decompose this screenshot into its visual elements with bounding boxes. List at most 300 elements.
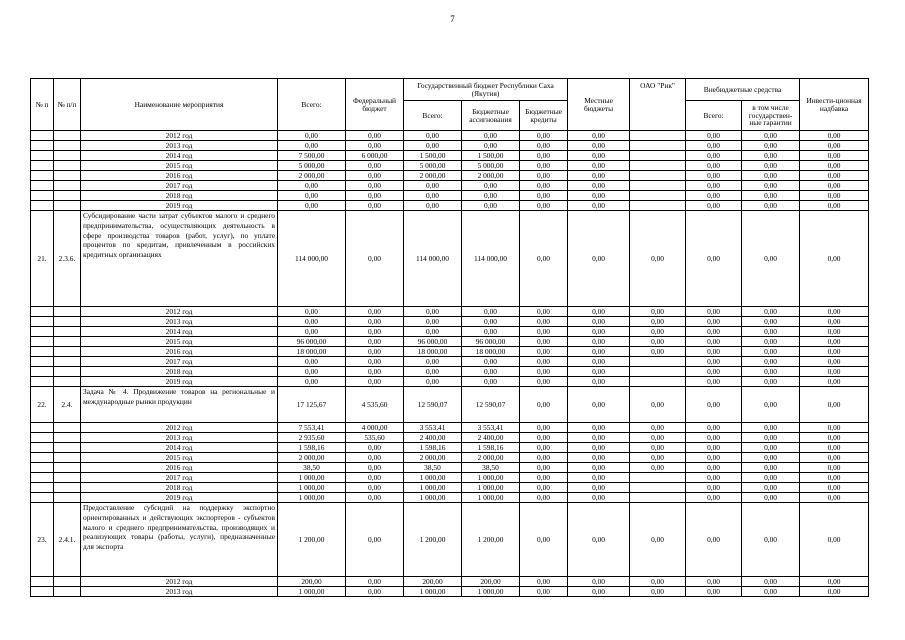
activity-number: 21. <box>31 211 54 307</box>
extra-guarantees-cell: 0,00 <box>742 191 800 201</box>
state-total-cell: 18 000,00 <box>404 347 462 357</box>
federal-cell: 0,00 <box>346 463 404 473</box>
empty-cell <box>31 443 54 453</box>
state-credits-cell: 0,00 <box>520 131 568 141</box>
empty-cell <box>54 357 81 367</box>
federal-cell: 0,00 <box>346 377 404 387</box>
table-body <box>31 131 869 597</box>
total-cell: 1 000,00 <box>278 493 346 503</box>
activity-local-cell: 0,00 <box>568 503 630 577</box>
extra-guarantees-cell: 0,00 <box>742 433 800 443</box>
state-allocations-cell: 2 400,00 <box>462 433 520 443</box>
activity-oao-cell: 0,00 <box>630 387 686 423</box>
oao-cell: 0,00 <box>630 307 686 317</box>
activity-extra-total-cell: 0,00 <box>686 211 742 307</box>
year-label: 2019 год <box>81 493 278 503</box>
activity-total-cell: 114 000,00 <box>278 211 346 307</box>
local-cell: 0,00 <box>568 577 630 587</box>
extra-total-cell: 0,00 <box>686 307 742 317</box>
state-credits-cell: 0,00 <box>520 483 568 493</box>
year-label: 2017 год <box>81 181 278 191</box>
activity-code: 2.4. <box>54 387 81 423</box>
federal-cell: 0,00 <box>346 317 404 327</box>
federal-cell: 0,00 <box>346 141 404 151</box>
empty-cell <box>54 201 81 211</box>
extra-guarantees-cell: 0,00 <box>742 171 800 181</box>
empty-cell <box>31 191 54 201</box>
invest-cell: 0,00 <box>800 473 869 483</box>
extra-guarantees-cell: 0,00 <box>742 357 800 367</box>
federal-cell: 0,00 <box>346 473 404 483</box>
year-label: 2013 год <box>81 141 278 151</box>
federal-cell: 0,00 <box>346 443 404 453</box>
activity-state-total-cell: 114 000,00 <box>404 211 462 307</box>
total-cell: 1 598,16 <box>278 443 346 453</box>
activity-local-cell: 0,00 <box>568 387 630 423</box>
federal-cell: 0,00 <box>346 307 404 317</box>
extra-total-cell: 0,00 <box>686 317 742 327</box>
invest-cell: 0,00 <box>800 161 869 171</box>
state-credits-cell: 0,00 <box>520 171 568 181</box>
header-state-total: Всего: <box>404 101 462 131</box>
extra-guarantees-cell: 0,00 <box>742 141 800 151</box>
state-credits-cell: 0,00 <box>520 357 568 367</box>
year-row <box>31 587 869 597</box>
oao-cell <box>630 201 686 211</box>
activity-state-credits-cell: 0,00 <box>520 387 568 423</box>
year-label: 2018 год <box>81 191 278 201</box>
state-total-cell: 0,00 <box>404 191 462 201</box>
total-cell: 38,50 <box>278 463 346 473</box>
extra-total-cell: 0,00 <box>686 423 742 433</box>
year-row <box>31 377 869 387</box>
state-total-cell: 1 000,00 <box>404 493 462 503</box>
invest-cell: 0,00 <box>800 463 869 473</box>
year-label: 2013 год <box>81 433 278 443</box>
extra-total-cell: 0,00 <box>686 181 742 191</box>
local-cell: 0,00 <box>568 423 630 433</box>
oao-cell: 0,00 <box>630 347 686 357</box>
federal-cell: 0,00 <box>346 161 404 171</box>
state-credits-cell: 0,00 <box>520 307 568 317</box>
invest-cell: 0,00 <box>800 453 869 463</box>
invest-cell: 0,00 <box>800 171 869 181</box>
invest-cell: 0,00 <box>800 131 869 141</box>
empty-cell <box>31 473 54 483</box>
empty-cell <box>31 433 54 443</box>
year-row <box>31 171 869 181</box>
state-credits-cell: 0,00 <box>520 191 568 201</box>
year-label: 2019 год <box>81 377 278 387</box>
extra-total-cell: 0,00 <box>686 201 742 211</box>
extra-guarantees-cell: 0,00 <box>742 327 800 337</box>
state-total-cell: 200,00 <box>404 577 462 587</box>
invest-cell: 0,00 <box>800 151 869 161</box>
state-credits-cell: 0,00 <box>520 317 568 327</box>
invest-cell: 0,00 <box>800 191 869 201</box>
federal-cell: 0,00 <box>346 181 404 191</box>
empty-cell <box>54 171 81 181</box>
state-total-cell: 0,00 <box>404 377 462 387</box>
activity-extra-total-cell: 0,00 <box>686 503 742 577</box>
empty-cell <box>54 577 81 587</box>
extra-guarantees-cell: 0,00 <box>742 377 800 387</box>
extra-total-cell: 0,00 <box>686 327 742 337</box>
year-label: 2014 год <box>81 151 278 161</box>
federal-cell: 0,00 <box>346 367 404 377</box>
extra-total-cell: 0,00 <box>686 191 742 201</box>
invest-cell: 0,00 <box>800 347 869 357</box>
total-cell: 1 000,00 <box>278 473 346 483</box>
activity-federal-cell: 4 535,60 <box>346 387 404 423</box>
invest-cell: 0,00 <box>800 317 869 327</box>
empty-cell <box>54 141 81 151</box>
empty-cell <box>54 443 81 453</box>
state-allocations-cell: 0,00 <box>462 327 520 337</box>
state-allocations-cell: 1 598,16 <box>462 443 520 453</box>
extra-guarantees-cell: 0,00 <box>742 587 800 597</box>
empty-cell <box>31 377 54 387</box>
activity-total-cell: 1 200,00 <box>278 503 346 577</box>
year-row <box>31 473 869 483</box>
year-row <box>31 191 869 201</box>
total-cell: 7 500,00 <box>278 151 346 161</box>
year-row <box>31 423 869 433</box>
oao-cell: 0,00 <box>630 463 686 473</box>
empty-cell <box>54 367 81 377</box>
state-total-cell: 2 000,00 <box>404 453 462 463</box>
empty-cell <box>31 347 54 357</box>
state-allocations-cell: 0,00 <box>462 367 520 377</box>
extra-total-cell: 0,00 <box>686 443 742 453</box>
empty-cell <box>31 161 54 171</box>
oao-cell <box>630 151 686 161</box>
header-state-credits: Бюджетные кредиты <box>520 101 568 131</box>
activity-extra-guarantees-cell: 0,00 <box>742 387 800 423</box>
empty-cell <box>54 423 81 433</box>
extra-total-cell: 0,00 <box>686 483 742 493</box>
empty-cell <box>54 587 81 597</box>
extra-total-cell: 0,00 <box>686 463 742 473</box>
empty-cell <box>31 327 54 337</box>
activity-row <box>31 211 869 307</box>
extra-guarantees-cell: 0,00 <box>742 577 800 587</box>
state-total-cell: 1 000,00 <box>404 473 462 483</box>
activity-total-cell: 17 125,67 <box>278 387 346 423</box>
activity-federal-cell: 0,00 <box>346 503 404 577</box>
state-credits-cell: 0,00 <box>520 337 568 347</box>
empty-cell <box>54 317 81 327</box>
oao-cell <box>630 141 686 151</box>
total-cell: 0,00 <box>278 201 346 211</box>
oao-cell <box>630 181 686 191</box>
local-cell: 0,00 <box>568 357 630 367</box>
state-allocations-cell: 0,00 <box>462 191 520 201</box>
federal-cell: 6 000,00 <box>346 151 404 161</box>
local-cell: 0,00 <box>568 463 630 473</box>
activity-state-allocations-cell: 114 000,00 <box>462 211 520 307</box>
state-total-cell: 38,50 <box>404 463 462 473</box>
year-row <box>31 443 869 453</box>
oao-cell <box>630 161 686 171</box>
empty-cell <box>54 463 81 473</box>
invest-cell: 0,00 <box>800 377 869 387</box>
oao-cell <box>630 377 686 387</box>
state-credits-cell: 0,00 <box>520 161 568 171</box>
state-total-cell: 1 598,16 <box>404 443 462 453</box>
year-row <box>31 131 869 141</box>
empty-cell <box>31 307 54 317</box>
oao-cell <box>630 493 686 503</box>
state-allocations-cell: 1 500,00 <box>462 151 520 161</box>
state-allocations-cell: 1 000,00 <box>462 473 520 483</box>
empty-cell <box>31 357 54 367</box>
state-allocations-cell: 1 000,00 <box>462 493 520 503</box>
activity-extra-guarantees-cell: 0,00 <box>742 211 800 307</box>
local-cell: 0,00 <box>568 367 630 377</box>
empty-cell <box>31 131 54 141</box>
year-label: 2014 год <box>81 327 278 337</box>
empty-cell <box>31 453 54 463</box>
year-label: 2018 год <box>81 367 278 377</box>
oao-cell <box>630 357 686 367</box>
header-federal: Федеральный бюджет <box>346 79 404 131</box>
empty-cell <box>54 493 81 503</box>
extra-total-cell: 0,00 <box>686 161 742 171</box>
table-header <box>31 79 869 131</box>
header-total: Всего: <box>278 79 346 131</box>
total-cell: 96 000,00 <box>278 337 346 347</box>
state-credits-cell: 0,00 <box>520 367 568 377</box>
year-label: 2019 год <box>81 201 278 211</box>
federal-cell: 0,00 <box>346 201 404 211</box>
activity-code: 2.4.1. <box>54 503 81 577</box>
header-extra: Внебюджетные средства <box>686 79 800 101</box>
local-cell: 0,00 <box>568 161 630 171</box>
state-total-cell: 0,00 <box>404 181 462 191</box>
extra-guarantees-cell: 0,00 <box>742 337 800 347</box>
state-allocations-cell: 96 000,00 <box>462 337 520 347</box>
local-cell: 0,00 <box>568 453 630 463</box>
invest-cell: 0,00 <box>800 423 869 433</box>
header-name: Наименование мероприятия <box>81 79 278 131</box>
extra-guarantees-cell: 0,00 <box>742 423 800 433</box>
extra-total-cell: 0,00 <box>686 377 742 387</box>
header-extra-total: Всего: <box>686 101 742 131</box>
federal-cell: 0,00 <box>346 347 404 357</box>
state-total-cell: 1 500,00 <box>404 151 462 161</box>
activity-number: 22. <box>31 387 54 423</box>
empty-cell <box>54 307 81 317</box>
total-cell: 0,00 <box>278 131 346 141</box>
federal-cell: 0,00 <box>346 131 404 141</box>
state-total-cell: 0,00 <box>404 201 462 211</box>
state-credits-cell: 0,00 <box>520 347 568 357</box>
oao-cell <box>630 191 686 201</box>
header-extra-guarantees: в том числе государствен-ные гарантии <box>742 101 800 131</box>
activity-invest-cell: 0,00 <box>800 503 869 577</box>
activity-oao-cell: 0,00 <box>630 211 686 307</box>
invest-cell: 0,00 <box>800 577 869 587</box>
activity-state-credits-cell: 0,00 <box>520 503 568 577</box>
state-total-cell: 96 000,00 <box>404 337 462 347</box>
extra-total-cell: 0,00 <box>686 337 742 347</box>
year-row <box>31 181 869 191</box>
year-label: 2017 год <box>81 357 278 367</box>
total-cell: 5 000,00 <box>278 161 346 171</box>
empty-cell <box>54 181 81 191</box>
empty-cell <box>31 577 54 587</box>
invest-cell: 0,00 <box>800 483 869 493</box>
empty-cell <box>31 463 54 473</box>
invest-cell: 0,00 <box>800 433 869 443</box>
extra-guarantees-cell: 0,00 <box>742 473 800 483</box>
state-allocations-cell: 0,00 <box>462 317 520 327</box>
header-local: Местные бюджеты <box>568 79 630 131</box>
state-allocations-cell: 2 000,00 <box>462 453 520 463</box>
empty-cell <box>31 201 54 211</box>
header-state-budget: Государственный бюджет Республики Саха (Якутия) <box>404 79 568 101</box>
state-total-cell: 2 000,00 <box>404 171 462 181</box>
activity-extra-guarantees-cell: 0,00 <box>742 503 800 577</box>
total-cell: 2 000,00 <box>278 171 346 181</box>
empty-cell <box>54 483 81 493</box>
empty-cell <box>31 151 54 161</box>
extra-guarantees-cell: 0,00 <box>742 131 800 141</box>
invest-cell: 0,00 <box>800 327 869 337</box>
empty-cell <box>54 347 81 357</box>
empty-cell <box>54 473 81 483</box>
empty-cell <box>54 453 81 463</box>
year-row <box>31 577 869 587</box>
year-row <box>31 307 869 317</box>
invest-cell: 0,00 <box>800 141 869 151</box>
extra-guarantees-cell: 0,00 <box>742 317 800 327</box>
extra-guarantees-cell: 0,00 <box>742 453 800 463</box>
local-cell: 0,00 <box>568 443 630 453</box>
year-row <box>31 317 869 327</box>
state-total-cell: 5 000,00 <box>404 161 462 171</box>
extra-guarantees-cell: 0,00 <box>742 347 800 357</box>
invest-cell: 0,00 <box>800 357 869 367</box>
local-cell: 0,00 <box>568 181 630 191</box>
extra-guarantees-cell: 0,00 <box>742 151 800 161</box>
oao-cell: 0,00 <box>630 443 686 453</box>
invest-cell: 0,00 <box>800 337 869 347</box>
year-row <box>31 367 869 377</box>
extra-total-cell: 0,00 <box>686 141 742 151</box>
header-invest: Инвести-ционная надбавка <box>800 79 869 131</box>
activity-name: Задача № 4. Продвижение товаров на региональные и международные рынки продукции <box>81 387 278 423</box>
federal-cell: 0,00 <box>346 483 404 493</box>
budget-table <box>30 78 869 597</box>
state-allocations-cell: 1 000,00 <box>462 587 520 597</box>
activity-invest-cell: 0,00 <box>800 387 869 423</box>
empty-cell <box>54 377 81 387</box>
activity-state-allocations-cell: 1 200,00 <box>462 503 520 577</box>
empty-cell <box>54 191 81 201</box>
state-credits-cell: 0,00 <box>520 181 568 191</box>
local-cell: 0,00 <box>568 317 630 327</box>
header-no: № п <box>31 79 54 131</box>
extra-total-cell: 0,00 <box>686 433 742 443</box>
total-cell: 1 000,00 <box>278 587 346 597</box>
invest-cell: 0,00 <box>800 201 869 211</box>
state-credits-cell: 0,00 <box>520 327 568 337</box>
oao-cell: 0,00 <box>630 433 686 443</box>
local-cell: 0,00 <box>568 131 630 141</box>
page-number: 7 <box>450 14 455 24</box>
local-cell: 0,00 <box>568 201 630 211</box>
state-credits-cell: 0,00 <box>520 433 568 443</box>
invest-cell: 0,00 <box>800 587 869 597</box>
activity-row <box>31 387 869 423</box>
total-cell: 0,00 <box>278 357 346 367</box>
extra-guarantees-cell: 0,00 <box>742 181 800 191</box>
state-allocations-cell: 200,00 <box>462 577 520 587</box>
activity-state-allocations-cell: 12 590,07 <box>462 387 520 423</box>
state-credits-cell: 0,00 <box>520 377 568 387</box>
state-allocations-cell: 1 000,00 <box>462 483 520 493</box>
state-allocations-cell: 18 000,00 <box>462 347 520 357</box>
state-allocations-cell: 3 553,41 <box>462 423 520 433</box>
federal-cell: 0,00 <box>346 587 404 597</box>
state-allocations-cell: 0,00 <box>462 181 520 191</box>
activity-state-total-cell: 1 200,00 <box>404 503 462 577</box>
activity-name: Субсидирование части затрат субъектов малого и среднего предпринимательства, осуществляющих деятельность в сфере производства товаров (работ, услуг), по уплате процентов по кредитам, привлеченным в российских кредитных организациях <box>81 211 278 307</box>
local-cell: 0,00 <box>568 141 630 151</box>
local-cell: 0,00 <box>568 151 630 161</box>
extra-guarantees-cell: 0,00 <box>742 201 800 211</box>
local-cell: 0,00 <box>568 377 630 387</box>
oao-cell: 0,00 <box>630 337 686 347</box>
year-label: 2016 год <box>81 347 278 357</box>
extra-guarantees-cell: 0,00 <box>742 483 800 493</box>
activity-oao-cell: 0,00 <box>630 503 686 577</box>
activity-invest-cell: 0,00 <box>800 211 869 307</box>
oao-cell: 0,00 <box>630 423 686 433</box>
year-row <box>31 201 869 211</box>
oao-cell <box>630 131 686 141</box>
empty-cell <box>31 171 54 181</box>
state-total-cell: 1 000,00 <box>404 587 462 597</box>
extra-total-cell: 0,00 <box>686 493 742 503</box>
state-credits-cell: 0,00 <box>520 587 568 597</box>
state-allocations-cell: 0,00 <box>462 377 520 387</box>
federal-cell: 0,00 <box>346 191 404 201</box>
state-total-cell: 0,00 <box>404 367 462 377</box>
local-cell: 0,00 <box>568 171 630 181</box>
activity-row <box>31 503 869 577</box>
activity-extra-total-cell: 0,00 <box>686 387 742 423</box>
activity-name: Предоставление субсидий на поддержку экспортно ориентированных и действующих экспортеров - субъектов малого и среднего предпринимательства, производящих и реализующих товары (работы, услуги), предназначенные для экспорта <box>81 503 278 577</box>
oao-cell <box>630 367 686 377</box>
year-label: 2012 год <box>81 131 278 141</box>
total-cell: 18 000,00 <box>278 347 346 357</box>
activity-local-cell: 0,00 <box>568 211 630 307</box>
state-credits-cell: 0,00 <box>520 453 568 463</box>
local-cell: 0,00 <box>568 473 630 483</box>
local-cell: 0,00 <box>568 587 630 597</box>
year-row <box>31 463 869 473</box>
invest-cell: 0,00 <box>800 493 869 503</box>
empty-cell <box>54 151 81 161</box>
year-row <box>31 327 869 337</box>
empty-cell <box>31 493 54 503</box>
year-row <box>31 433 869 443</box>
year-label: 2012 год <box>81 307 278 317</box>
empty-cell <box>31 483 54 493</box>
